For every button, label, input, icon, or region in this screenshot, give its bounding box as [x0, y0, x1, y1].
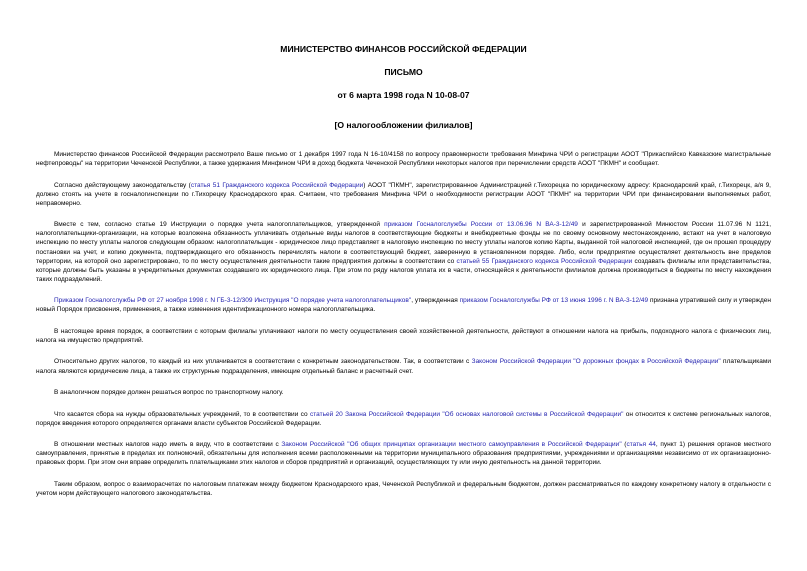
paragraph-text: , утвержденная	[411, 297, 460, 305]
paragraph-text: Вместе с тем, согласно статье 19 Инструкции о порядке учета налогоплательщиков, утвержденной	[54, 221, 385, 229]
paragraph-text: , пункт 1) решения органов местного самоуправления, принятые в пределах их полномочий, обязательны для исполнения всеми расположенными на территории муниципального образования предприятиями, учреждениями и организациями независимо от их организационно-правовых форм. При этом они вправе определить плательщиками этих налогов и сборов предприятий и организаций, осуществляющих ту или иную деятельность на данной территории.	[36, 441, 771, 467]
document-link[interactable]: приказом Госналогслужбы России от 13.06.96 N ВА-3-12/49	[384, 221, 578, 229]
document-link[interactable]: статья 51 Гражданского кодекса Российской Федерации	[190, 181, 364, 189]
document-link[interactable]: статьей 20 Закона Российской Федерации "Об основах налоговой системы в Российской Федерации"	[309, 410, 624, 418]
paragraph-text: ) АООТ "ПКМН", зарегистрированное Администрацией г.Тихорецка по юридическому адресу: Краснодарский край, г.Тихорецк, а/я 9, должно стоять на учете в госналогинспекции по г.Тихорецку Краснодарского края. Считаем, что требования Минфина ЧРИ о необходимости регистрации АООТ "ПКМН" на территории ЧРИ при финансировании выполняемых работ, неправомерно.	[36, 181, 771, 207]
document-link[interactable]: Законом Российской Федерации "О дорожных фондах в Российской Федерации"	[471, 358, 721, 366]
paragraph-text: он относится к системе региональных налогов, порядок введения которого определяется органами власти субъектов Российской Федерации.	[36, 410, 772, 427]
paragraph-text: плательщиками налога являются юридические лица, а также их структурные подразделения, имеющие отдельный баланс и расчетный счет.	[36, 358, 771, 375]
paragraph	[36, 440, 771, 467]
paragraph	[36, 296, 771, 314]
paragraph-text: Относительно других налогов, то каждый из них уплачивается в соответствии с конкретным законодательством. Так, в соответствии с	[54, 358, 472, 366]
ministry-heading: МИНИСТЕРСТВО ФИНАНСОВ РОССИЙСКОЙ ФЕДЕРАЦИИ	[280, 44, 527, 54]
paragraph-text: В настоящее время порядок, в соответствии с которым филиалы уплачивают налоги по месту осуществления своей хозяйственной деятельности, действуют в отношении налога на прибыль, подоходного налога с физических лиц, налога на имущество предприятий.	[36, 327, 771, 344]
paragraph-text: Министерство финансов Российской Федерации рассмотрело Ваше письмо от 1 декабря 1997 года N 16-10/4158 по вопросу правомерности требования Минфина ЧРИ о регистрации АООТ "Прикаспийско Кавказские магистральные нефтепроводы" на территории Чеченской Республики, а также удержания Минфином ЧРИ в доход бюджета Чеченской Республики некоторых налогов при перечислении средств АООТ "ПКМН" и сообщает.	[36, 151, 771, 168]
paragraph	[36, 327, 771, 345]
document-body	[36, 150, 771, 498]
paragraph-text: В отношении местных налогов надо иметь в виду, что в соответствии с	[54, 441, 282, 449]
paragraph-text: Что касается сбора на нужды образовательных учреждений, то в соответствии со	[54, 410, 310, 418]
paragraph-text: создавать филиалы или представительства, которые должны быть указаны в учредительных документах создавшего их юридического лица. При этом по ряду налогов уплата их в части, относящейся к деятельности филиалов должна производиться в бюджеты по месту нахождения таких подразделений.	[36, 257, 772, 283]
document-subject: [О налогообложении филиалов]	[334, 120, 473, 130]
document-link[interactable]: приказом Госналогслужбы РФ от 13 июня 1996 г. N ВА-3-12/49	[459, 297, 649, 305]
paragraph-text: и зарегистрированной Минюстом России 11.07.96 N 1121, налогоплательщики-организации, на которые возложена обязанность уплачивать отдельные виды налогов в соответствующие бюджеты и внебюджетные фонды не по своему основному местонахождению, встают на учет в налоговую инспекцию по месту уплаты налогов следующим образом: налогоплательщик - юридическое лицо представляет в налоговую инспекцию по месту уплаты налогов копию Карты, выданной той налоговой инспекцией, где он прошел процедуру постановки на учет, и копию документа, подтверждающего его обязанность перечислять налоги в соответствующий бюджет, заверенную в установленном порядке. Либо, если предприятие осуществляет деятельность вне пределов территории, на которой оно зарегистрировано, то по месту осуществления деятельности такие предприятия должны в соответствии со	[36, 221, 771, 265]
paragraph-text: (	[621, 441, 627, 449]
document-link[interactable]: Приказом Госналогслужбы РФ от 27 ноября 1998 г. N ГБ-3-12/309 Инструкция "О порядке учета налогоплательщиков"	[54, 297, 412, 305]
paragraph-text: В аналогичном порядке должен решаться вопрос по транспортному налогу.	[54, 389, 284, 397]
paragraph-text: признана утратившей силу и утвержден новый Порядок присвоения, применения, а также изменения идентификационного номера налогоплательщика.	[36, 297, 771, 314]
document-link[interactable]: статья 44	[626, 441, 656, 449]
paragraph	[36, 220, 771, 284]
document-link[interactable]: Законом Российской "Об общих принципах организации местного самоуправления в Российской Федерации"	[281, 441, 622, 449]
paragraph	[36, 410, 771, 428]
paragraph-text: Таким образом, вопрос о взаиморасчетах по налоговым платежам между бюджетом Краснодарского края, Чеченской Республикой и федеральным бюджетом, должен рассматриваться по каждому конкретному налогу в отдельности с учетом норм действующего налогового законодательства.	[36, 480, 771, 497]
document-type-heading: ПИСЬМО	[384, 67, 423, 77]
paragraph-text: Согласно действующему законодательству (	[54, 181, 191, 189]
document-link[interactable]: статьей 55 Гражданского кодекса Российской Федерации	[456, 257, 633, 265]
paragraph	[36, 150, 771, 168]
document-date-number: от 6 марта 1998 года N 10-08-07	[337, 90, 470, 100]
paragraph	[36, 388, 771, 397]
paragraph	[36, 181, 771, 208]
paragraph	[36, 357, 771, 375]
paragraph	[36, 480, 771, 498]
